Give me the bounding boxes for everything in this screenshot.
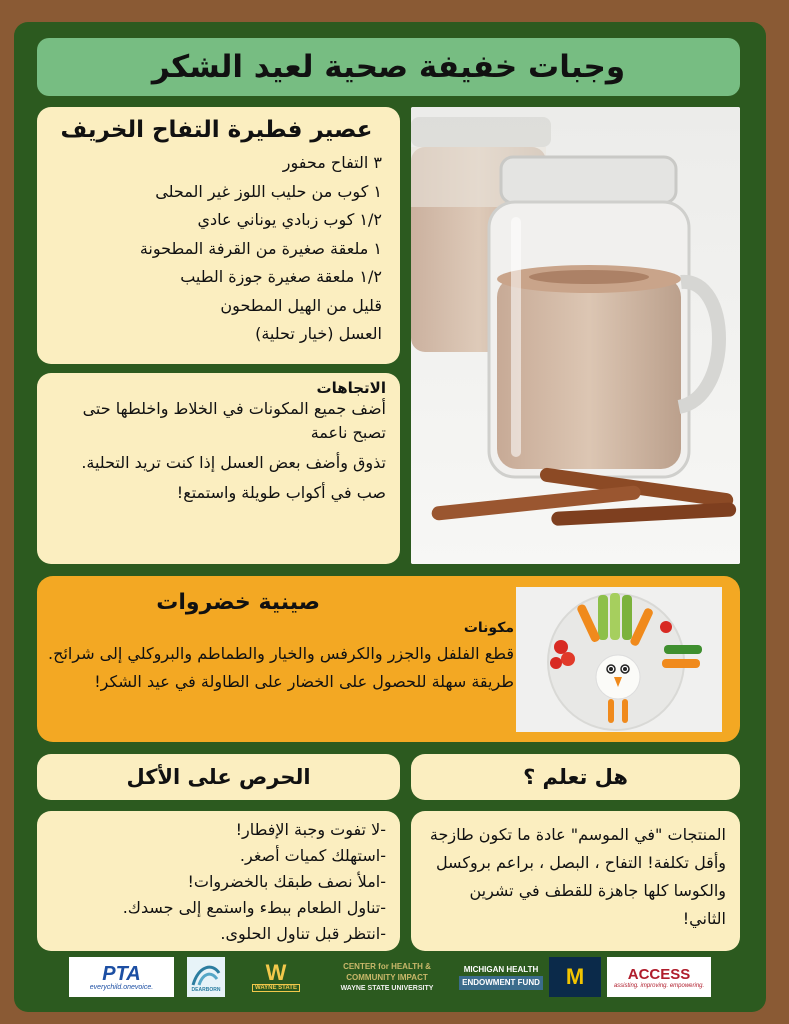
- smoothie-photo: [411, 107, 740, 564]
- list-item: ٣ التفاح محفور: [282, 153, 382, 172]
- chci-line-2: COMMUNITY IMPACT: [346, 972, 428, 982]
- sponsor-logos: [37, 955, 740, 1003]
- dearborn-logo: [187, 957, 225, 997]
- um-logo: [549, 957, 601, 997]
- list-item: العسل (خيار تحلية): [255, 324, 382, 343]
- list-item: -تناول الطعام ببطء واستمع إلى جسدك.: [122, 898, 386, 917]
- smoothie-heading: عصير فطيرة التفاح الخريف: [60, 117, 373, 143]
- veggie-text: [44, 642, 514, 698]
- directions-label: الاتجاهات: [316, 379, 386, 397]
- list-item: -استهلك كميات أصغر.: [239, 846, 386, 865]
- smoothie-directions-card: [37, 373, 400, 564]
- mhef-line-1: MICHIGAN HEALTH: [463, 965, 539, 974]
- did-you-know-card: المنتجات "في الموسم" عادة ما تكون طازجة وأقل تكلفة! التفاح ، البصل ، براعم بروكسل والكوسا كلها جاهزة للقطف في تشرين الثاني!: [411, 811, 740, 951]
- direction-step: تذوق وأضف بعض العسل إذا كنت تريد التحلية.: [81, 453, 386, 472]
- um-block-m: M: [565, 964, 585, 989]
- list-item: قليل من الهيل المطحون: [220, 295, 382, 315]
- veggie-heading: صينية خضروات: [156, 590, 320, 615]
- chci-logo: [332, 957, 442, 997]
- veggie-tray-photo: [516, 587, 722, 732]
- pta-wordmark: PTA: [102, 962, 141, 985]
- list-item: -لا تفوت وجبة الإفطار!: [235, 820, 386, 839]
- list-item: ١ كوب من حليب اللوز غير المحلى: [155, 181, 382, 201]
- direction-step: صب في أكواب طويلة واستمتع!: [176, 483, 386, 502]
- list-item: ١ ملعقة صغيرة من القرفة المطحونة: [139, 238, 382, 258]
- did-you-know-heading: هل تعلم ؟: [411, 754, 740, 800]
- mindful-eating-heading: الحرص على الأكل: [37, 754, 400, 800]
- list-item: -املأ نصف طبقك بالخضروات!: [187, 872, 386, 891]
- wayne-state-label: WAYNE STATE: [252, 984, 300, 992]
- tips-list: [51, 817, 386, 947]
- veggie-line: طريقة سهلة للحصول على الخضار على الطاولة في عيد الشكر!: [94, 672, 514, 691]
- veggie-line: قطع الفلفل والجزر والكرفس والخيار والطماطم والبروكلي إلى شرائح.: [48, 644, 514, 663]
- mhef-line-2: ENDOWMENT FUND: [459, 976, 543, 990]
- dearborn-label: DEARBORN: [191, 987, 221, 993]
- pta-tagline: everychild.onevoice.: [89, 983, 154, 991]
- wayne-state-logo: [241, 957, 311, 997]
- list-item: ١/٢ ملعقة صغيرة جوزة الطيب: [180, 267, 382, 286]
- veggie-ingredients-label: مكونات: [463, 620, 514, 636]
- smoothie-ingredients-card: [37, 107, 400, 364]
- w-emblem-icon: W: [265, 960, 287, 985]
- list-item: ١/٢ كوب زبادي يوناني عادي: [197, 210, 382, 229]
- mhef-logo: [453, 957, 549, 997]
- ingredients-list: [51, 149, 382, 349]
- access-wordmark: ACCESS: [627, 965, 691, 983]
- page-title: وجبات خفيفة صحية لعيد الشكر: [37, 38, 740, 96]
- list-item: -انتظر قبل تناول الحلوى.: [220, 924, 386, 943]
- wave-icon: [191, 961, 221, 987]
- chci-line-3: WAYNE STATE UNIVERSITY: [340, 984, 434, 992]
- access-logo: [607, 957, 711, 997]
- access-tagline: assisting. improving. empowering.: [613, 982, 705, 989]
- pta-logo: [69, 957, 174, 997]
- chci-line-1: CENTER for HEALTH &: [343, 961, 431, 971]
- direction-step: أضف جميع المكونات في الخلاط واخلطها حتى تصبح ناعمة: [82, 399, 386, 442]
- mindful-eating-card: [37, 811, 400, 951]
